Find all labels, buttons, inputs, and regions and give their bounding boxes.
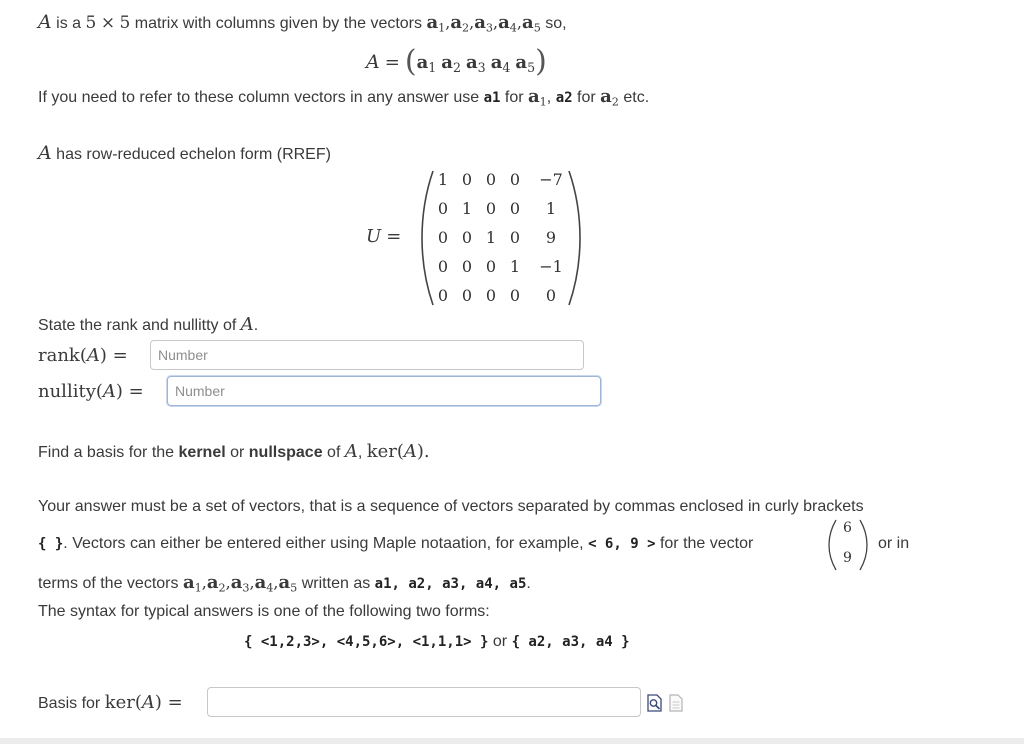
matrix-entry: 1 bbox=[545, 199, 557, 218]
matrix-right-paren bbox=[567, 168, 581, 308]
vector-right-paren bbox=[858, 518, 868, 572]
matrix-entry: 0 bbox=[545, 286, 557, 305]
matrix-entry: −7 bbox=[539, 170, 563, 189]
matrix-A: A bbox=[38, 11, 52, 33]
matrix-entry: −1 bbox=[539, 257, 563, 276]
rank-input[interactable] bbox=[150, 340, 584, 370]
matrix-entry: 1 bbox=[437, 170, 449, 189]
nullity-input[interactable] bbox=[167, 376, 601, 406]
preview-icon[interactable] bbox=[647, 694, 662, 712]
matrix-entry: 0 bbox=[461, 170, 473, 189]
matrix-entry: 9 bbox=[545, 228, 557, 247]
answer-info-line3: terms of the vectors $a_1,a_2,a_3,a_4,a_5$ written as a1, a2, a3, a4, a5. bbox=[38, 572, 531, 595]
bottom-divider bbox=[0, 738, 1024, 744]
intro-text: A is a 5 × 5 matrix with columns given by the vectors $a_1,a_2,a_3,a_4,a_5$ so, bbox=[38, 11, 567, 35]
matrix-entry: 0 bbox=[485, 199, 497, 218]
left-paren: ( bbox=[404, 44, 417, 79]
matrix-entry: 0 bbox=[461, 286, 473, 305]
basis-label: Basis for ker(A) = bbox=[38, 692, 183, 713]
matrix-entry: 0 bbox=[509, 228, 521, 247]
matrix-entry: 0 bbox=[485, 257, 497, 276]
rref-matrix bbox=[421, 168, 581, 308]
rref-heading: A has row-reduced echelon form (RREF) bbox=[38, 142, 331, 164]
matrix-entry: 0 bbox=[509, 199, 521, 218]
find-basis-text: Find a basis for the kernel or nullspace of A, ker(A). bbox=[38, 441, 430, 462]
answer-info-line2: { }. Vectors can either be entered either using Maple notaation, for example, < 6, 9 > for the vector bbox=[38, 535, 754, 552]
matrix-entry: 1 bbox=[485, 228, 497, 247]
U-label: U = bbox=[366, 226, 402, 247]
right-paren: ) bbox=[535, 44, 547, 79]
matrix-entry: 0 bbox=[485, 170, 497, 189]
rank-label: rank(A) = bbox=[38, 345, 128, 366]
matrix-entry: 0 bbox=[485, 286, 497, 305]
basis-input[interactable] bbox=[207, 687, 641, 717]
help-document-icon[interactable] bbox=[669, 694, 683, 712]
nullity-label: nullity(A) = bbox=[38, 381, 144, 402]
matrix-entry: 1 bbox=[461, 199, 473, 218]
matrix-entry: 0 bbox=[437, 228, 449, 247]
answer-info-or-in: or in bbox=[878, 535, 910, 552]
matrix-entry: 0 bbox=[437, 286, 449, 305]
answer-info-line1: Your answer must be a set of vectors, that is a sequence of vectors separated by commas enclosed in curly brackets bbox=[38, 498, 864, 515]
matrix-entry: 0 bbox=[437, 199, 449, 218]
example-column-vector: 6 9 bbox=[828, 518, 868, 572]
matrix-entry: 0 bbox=[437, 257, 449, 276]
state-text: State the rank and nullitty of A. bbox=[38, 314, 259, 335]
matrix-entry: 0 bbox=[461, 257, 473, 276]
matrix-entry: 0 bbox=[509, 170, 521, 189]
syntax-examples: { <1,2,3>, <4,5,6>, <1,1,1> } or { a2, a3, a4 } bbox=[244, 633, 630, 650]
refer-text: If you need to refer to these column vectors in any answer use a1 for $a_1$, a2 for $a_2$ etc. bbox=[38, 86, 650, 109]
matrix-entry: 1 bbox=[509, 257, 521, 276]
matrix-entry: 0 bbox=[461, 228, 473, 247]
answer-info-line4: The syntax for typical answers is one of the following two forms: bbox=[38, 603, 490, 620]
vector-left-paren bbox=[828, 518, 838, 572]
column-equation: $A = (a_1$ $a_2$ $a_3$ $a_4$ $a_5$) bbox=[366, 44, 547, 79]
matrix-entry: 0 bbox=[509, 286, 521, 305]
